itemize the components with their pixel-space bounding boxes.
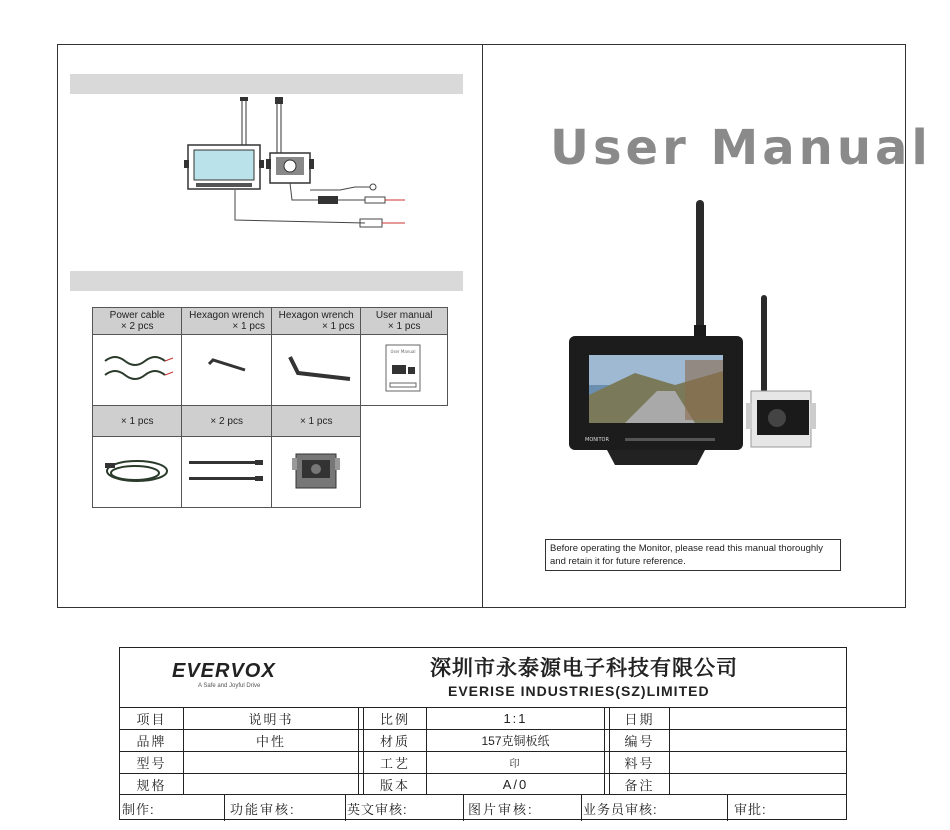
label-cell: 编号 xyxy=(624,734,655,749)
installation-diagram xyxy=(180,95,420,235)
table-row xyxy=(120,707,846,729)
label-cell: 备注 xyxy=(624,778,655,793)
company-name-cn: 深圳市永泰源电子科技有限公司 xyxy=(430,656,738,680)
table-row xyxy=(120,729,846,751)
product-photo xyxy=(565,195,825,470)
label-cell: 比例 xyxy=(379,712,410,727)
antenna-image xyxy=(182,437,272,508)
title-block xyxy=(119,647,847,820)
manual-title: User Manual xyxy=(550,120,932,176)
signature-label: 图片审核: xyxy=(468,801,534,817)
label-cell: 规格 xyxy=(136,778,167,793)
accessory-header: Power cable × 2 pcs xyxy=(93,308,182,335)
section-bar-installation xyxy=(70,74,463,94)
accessory-header: Hexagon wrench × 1 pcs xyxy=(272,308,361,335)
empty-cell xyxy=(361,437,448,508)
table-row xyxy=(120,773,846,795)
power-cable-image xyxy=(93,335,182,406)
value-cell xyxy=(184,774,358,795)
company-name-en: EVERISE INDUSTRIES(SZ)LIMITED xyxy=(448,683,710,699)
mini-manual-title: User Manual xyxy=(390,348,416,354)
signature-label: 英文审核: xyxy=(347,801,408,817)
value-cell: 1:1 xyxy=(503,711,528,726)
label-cell: 日期 xyxy=(624,712,655,727)
value-cell xyxy=(184,752,358,773)
user-manual-image xyxy=(361,335,448,406)
hexagon-wrench-large-image xyxy=(272,335,361,406)
company-logo: EVERVOX xyxy=(172,660,276,682)
accessory-header: × 1 pcs xyxy=(272,406,361,437)
label-cell: 材质 xyxy=(379,734,410,749)
signature-row xyxy=(120,794,846,821)
empty-cell xyxy=(361,406,448,437)
hexagon-wrench-small-image xyxy=(182,335,272,406)
value-cell: 157克铜板纸 xyxy=(481,734,550,748)
accessory-header: × 1 pcs xyxy=(93,406,182,437)
value-cell: 中性 xyxy=(255,734,286,749)
signature-label: 功能审核: xyxy=(230,801,296,817)
signature-label: 制作: xyxy=(122,801,155,817)
manual-notice: Before operating the Monitor, please read this manual thoroughly and retain it for future reference. xyxy=(545,539,841,571)
fold-line xyxy=(482,44,483,608)
company-slogan: A Safe and Joyful Drive xyxy=(198,683,261,689)
label-cell: 型号 xyxy=(136,756,167,771)
value-cell: 说明书 xyxy=(248,712,294,727)
label-cell: 项目 xyxy=(136,712,167,727)
table-row xyxy=(120,751,846,773)
label-cell: 工艺 xyxy=(379,756,410,771)
section-bar-accessories xyxy=(70,271,463,291)
value-cell: A/0 xyxy=(502,777,529,792)
monitor-brand-label: MONITOR xyxy=(585,437,609,443)
signature-label: 审批: xyxy=(734,801,767,817)
accessory-header: × 2 pcs xyxy=(182,406,272,437)
label-cell: 品牌 xyxy=(136,734,167,749)
camera-image xyxy=(272,437,361,508)
label-cell: 料号 xyxy=(624,756,655,771)
value-cell: 印 xyxy=(509,759,522,770)
accessories-table xyxy=(92,307,448,508)
accessory-header: User manual × 1 pcs xyxy=(361,308,448,335)
signature-label: 业务员审核: xyxy=(583,801,658,817)
label-cell: 版本 xyxy=(379,778,410,793)
extension-cable-image xyxy=(93,437,182,508)
accessory-header: Hexagon wrench × 1 pcs xyxy=(182,308,272,335)
